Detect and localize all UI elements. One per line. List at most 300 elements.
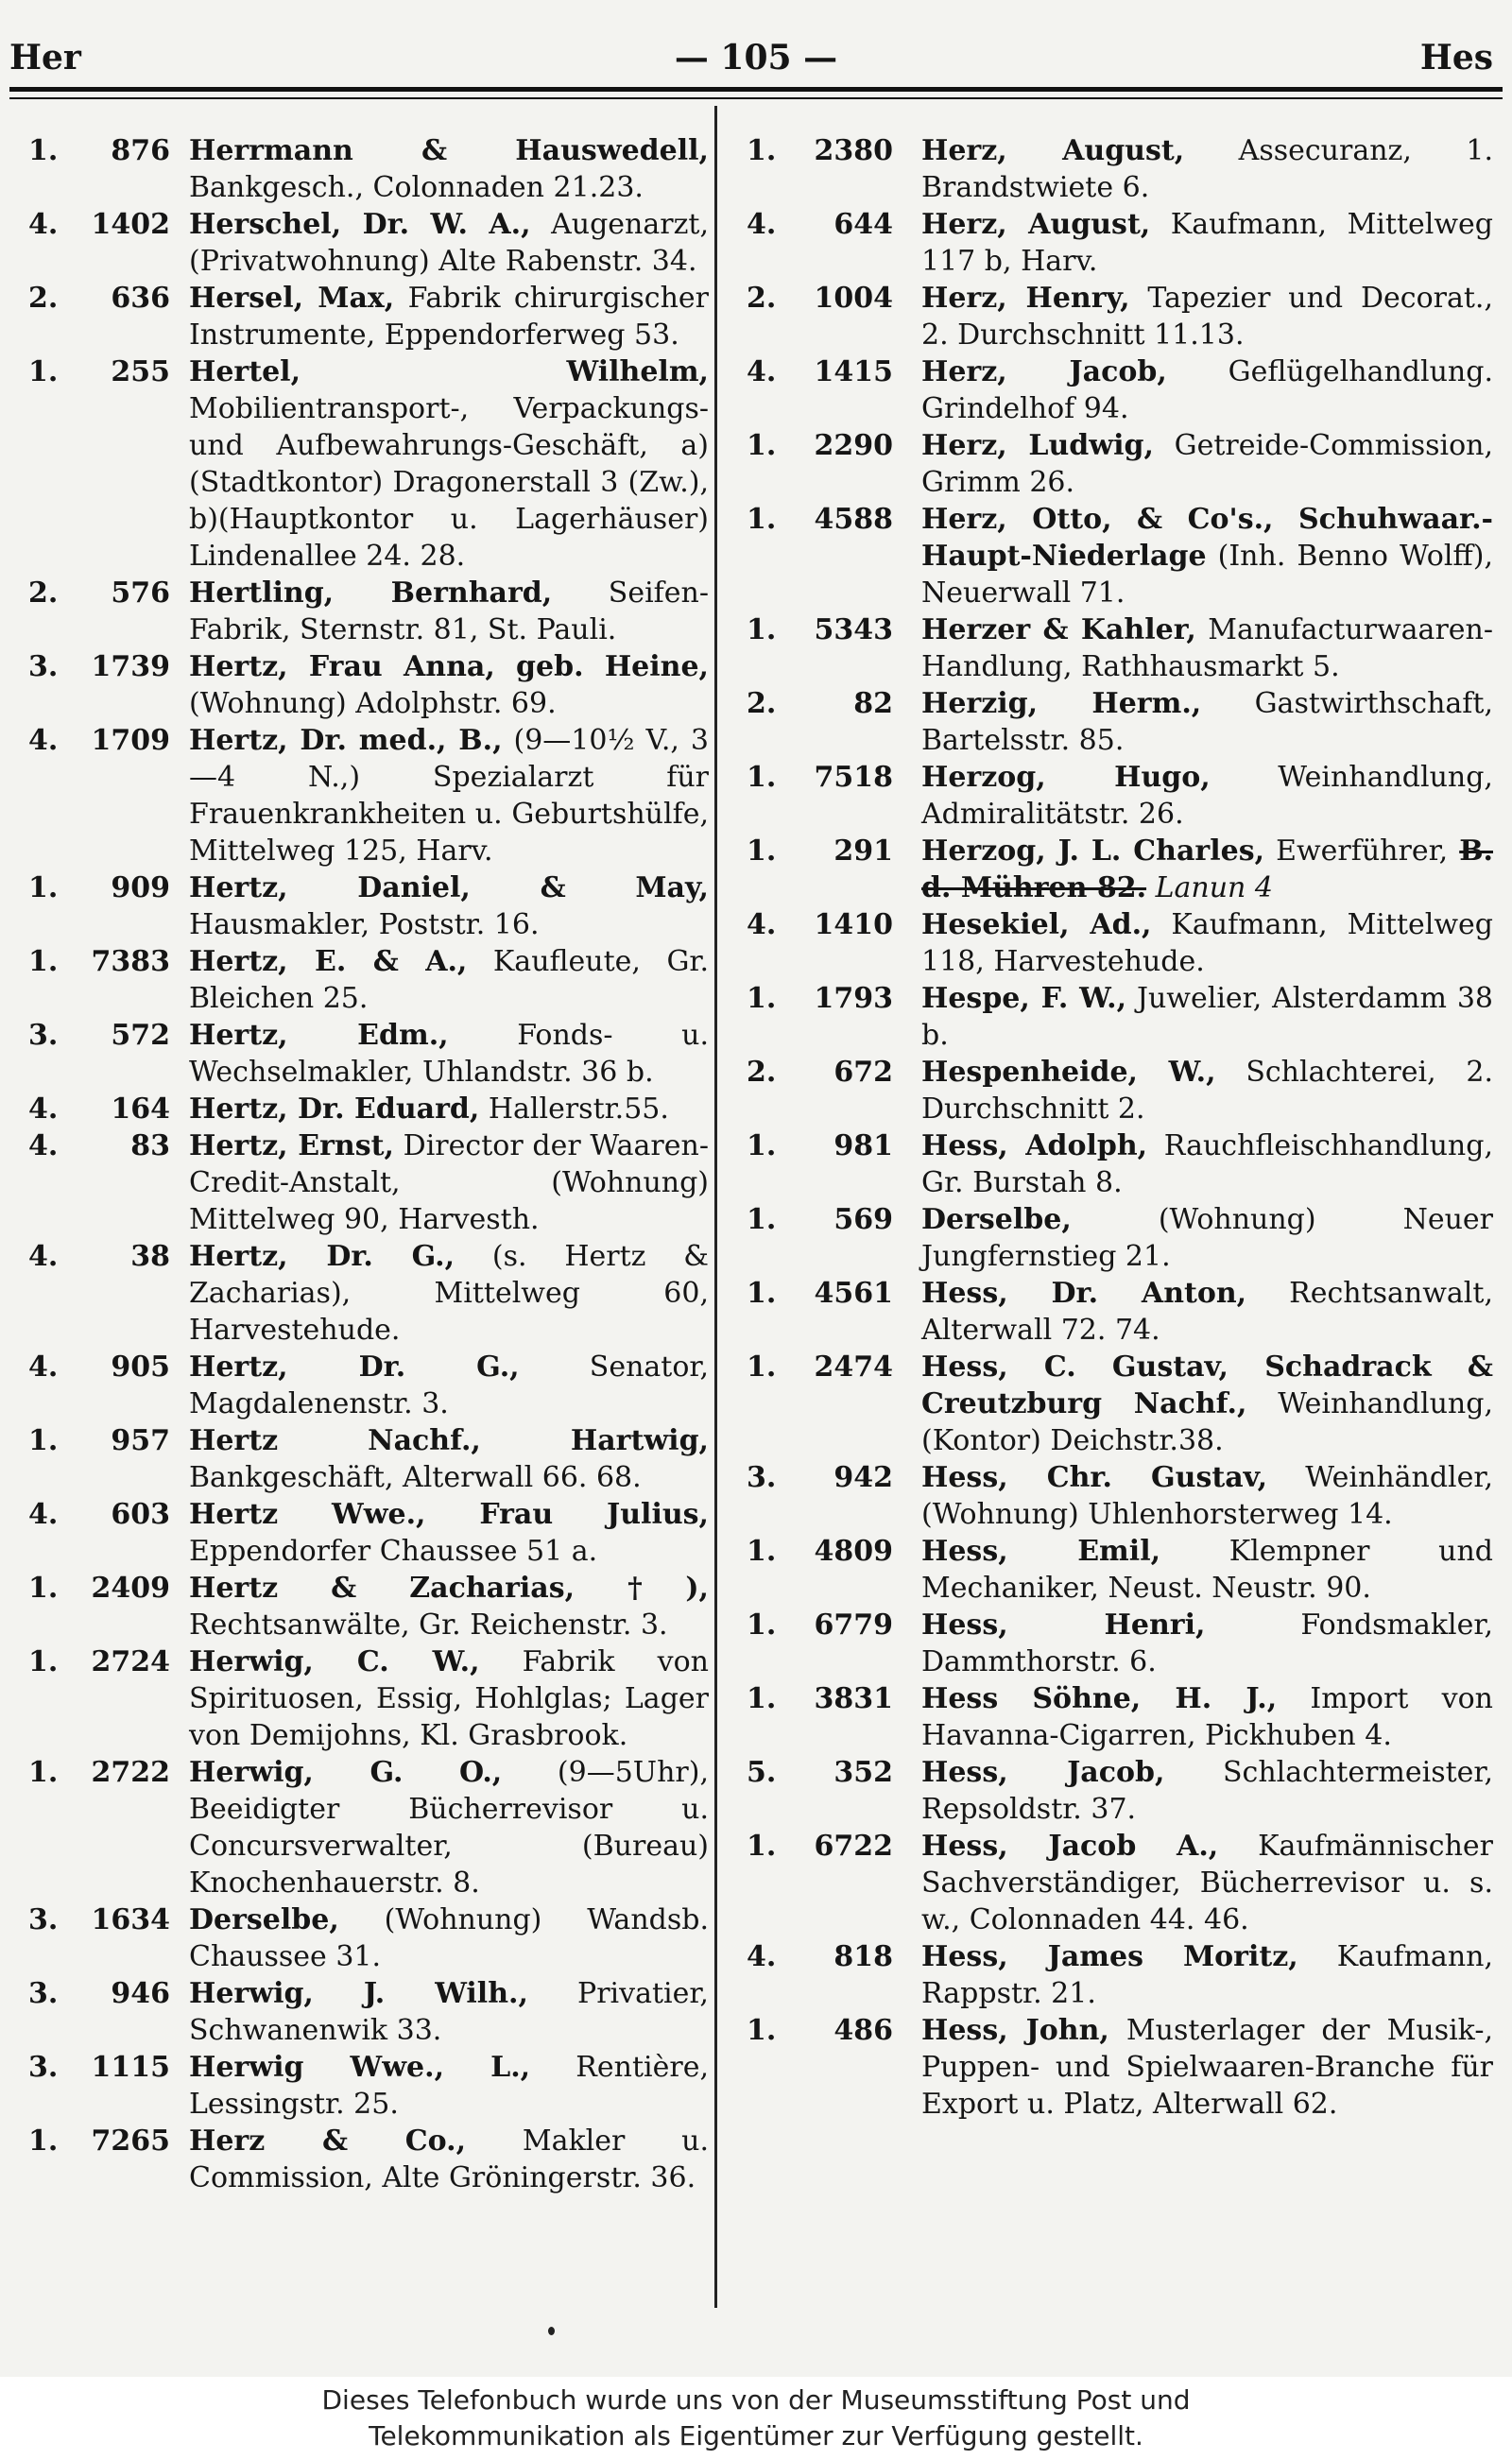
exchange-number: 4. — [747, 208, 777, 241]
directory-entry — [28, 1127, 709, 1238]
exchange-number: 4. — [747, 1940, 777, 1973]
entry-text — [921, 280, 1493, 353]
directory-entry — [28, 1754, 709, 1901]
entry-text — [921, 1127, 1493, 1201]
exchange-number: 4. — [28, 208, 59, 241]
directory-entry — [747, 833, 1493, 906]
running-head-left: Her — [9, 38, 81, 77]
entry-text — [189, 1643, 709, 1754]
entry-name: Hess, Chr. Gustav, — [921, 1461, 1268, 1494]
entry-text — [189, 869, 709, 943]
telephone-number: 38 — [130, 1240, 170, 1273]
entry-text — [189, 1238, 709, 1349]
entry-name: Hersel, Max, — [189, 282, 395, 315]
entry-details: Manufacturwaaren-Handlung, Rathhausmarkt 5. — [921, 613, 1493, 683]
column-divider — [714, 106, 717, 2308]
telephone-number: 946 — [111, 1977, 170, 2010]
entry-details: Juwelier, Alsterdamm 38 b. — [921, 982, 1493, 1052]
entry-name: Hespe, F. W., — [921, 982, 1127, 1015]
telephone-number: 636 — [111, 282, 170, 315]
telephone-number: 7518 — [814, 761, 893, 794]
entry-details: Kaufmännischer Sachverständiger, Bücherrevisor u. s. w., Colonnaden 44. 46. — [921, 1830, 1493, 1936]
directory-entry — [747, 980, 1493, 1054]
telephone-number: 576 — [111, 576, 170, 610]
directory-entry — [28, 943, 709, 1017]
entry-text — [921, 1054, 1493, 1127]
exchange-number: 1. — [747, 1277, 777, 1310]
exchange-number: 3. — [28, 650, 59, 683]
exchange-number: 3. — [28, 2051, 59, 2084]
header-rule-thin — [9, 97, 1503, 99]
exchange-number: 1. — [28, 945, 59, 978]
entry-text — [921, 980, 1493, 1054]
entry-details: Fondsmakler, Dammthorstr. 6. — [921, 1608, 1493, 1678]
exchange-number: 4. — [28, 1092, 59, 1126]
directory-entry — [28, 1017, 709, 1091]
entry-details: Weinhändler, (Wohnung) Uhlenhorsterweg 14. — [921, 1461, 1493, 1531]
exchange-number: 4. — [28, 724, 59, 757]
directory-entry — [747, 1607, 1493, 1680]
directory-entry — [28, 132, 709, 206]
directory-entry — [747, 427, 1493, 501]
entry-details: Weinhandlung,(Kontor) Deichstr.38. — [921, 1387, 1493, 1457]
directory-entry — [747, 1054, 1493, 1127]
entry-name: Hertz Wwe., Frau Julius, — [189, 1498, 709, 1531]
telephone-number: 2722 — [91, 1756, 170, 1789]
telephone-number: 1793 — [814, 982, 893, 1015]
entry-name: Hertz, Dr. Eduard, — [189, 1092, 480, 1126]
entry-details: Fabrik von Spirituosen, Essig, Hohlglas; Lager von Demijohns, Kl. Grasbrook. — [189, 1645, 709, 1752]
exchange-number: 4. — [28, 1498, 59, 1531]
directory-entry — [28, 1643, 709, 1754]
entry-details: Director der Waaren-Credit-Anstalt, (Wohnung) Mittelweg 90, Harvesth. — [189, 1129, 709, 1236]
exchange-number: 2. — [747, 1056, 777, 1089]
entry-text — [921, 1754, 1493, 1828]
entry-name: Herwig, G. O., — [189, 1756, 503, 1789]
exchange-number: 1. — [28, 871, 59, 904]
entry-text — [921, 906, 1493, 980]
entry-details: Rauchfleischhandlung, Gr. Burstah 8. — [921, 1129, 1493, 1199]
directory-entry — [28, 575, 709, 648]
telephone-number: 164 — [111, 1092, 170, 1126]
entry-details: Musterlager der Musik-, Puppen- und Spielwaaren-Branche für Export u. Platz, Alterwall 62. — [921, 2014, 1494, 2121]
directory-entry — [28, 2049, 709, 2123]
exchange-number: 1. — [747, 1129, 777, 1162]
entry-name: Herzer & Kahler, — [921, 613, 1196, 646]
exchange-number: 1. — [747, 429, 777, 462]
entry-details: Mobilientransport-, Verpackungs- und Aufbewahrungs-Geschäft, a) (Stadtkontor) Dragonerstall 3 (Zw.), b)(Hauptkontor u. Lagerhäuser) Lindenallee 24. 28. — [189, 392, 709, 573]
entry-name: Herzog, J. L. Charles, — [921, 834, 1265, 868]
entry-details: Hallerstr.55. — [488, 1092, 669, 1126]
telephone-number: 2474 — [814, 1350, 893, 1384]
entry-details: (s. Hertz & Zacharias), Mittelweg 60, Harvestehude. — [189, 1240, 709, 1347]
exchange-number: 1. — [747, 613, 777, 646]
telephone-number: 818 — [833, 1940, 893, 1973]
directory-entry — [28, 1975, 709, 2049]
entry-name: Hertz, Dr. G., — [189, 1240, 455, 1273]
directory-entry — [747, 501, 1493, 611]
exchange-number: 1. — [747, 1608, 777, 1642]
directory-entry — [747, 1275, 1493, 1349]
directory-entry — [747, 1680, 1493, 1754]
telephone-number: 1739 — [91, 650, 170, 683]
entry-text — [921, 1349, 1493, 1459]
entry-text — [921, 1938, 1493, 2012]
entry-name: Hertz Nachf., Hartwig, — [189, 1424, 709, 1457]
entry-details: Kaufmann, Rappstr. 21. — [921, 1940, 1493, 2010]
entry-details: Eppendorfer Chaussee 51 a. — [189, 1535, 598, 1568]
exchange-number: 1. — [28, 1424, 59, 1457]
exchange-number: 1. — [747, 503, 777, 536]
entry-text — [189, 722, 709, 869]
directory-entry — [747, 1828, 1493, 1938]
exchange-number: 1. — [747, 2014, 777, 2047]
exchange-number: 2. — [28, 282, 59, 315]
exchange-number: 1. — [747, 761, 777, 794]
entry-details: Kaufleute, Gr. Bleichen 25. — [189, 945, 709, 1015]
exchange-number: 1. — [747, 834, 777, 868]
entry-text — [189, 1975, 709, 2049]
telephone-number: 1709 — [91, 724, 170, 757]
directory-entry — [28, 1238, 709, 1349]
exchange-number: 1. — [28, 2125, 59, 2158]
entry-details: (Wohnung) Adolphstr. 69. — [189, 687, 557, 720]
entry-details: Fonds- u. Wechselmakler, Uhlandstr. 36 b. — [189, 1019, 709, 1089]
telephone-number: 2290 — [814, 429, 893, 462]
entry-name: Hess, C. Gustav, Schadrack & Creutzburg Nachf., — [921, 1350, 1493, 1420]
exchange-number: 2. — [747, 687, 777, 720]
exchange-number: 1. — [747, 1350, 777, 1384]
telephone-number: 4561 — [814, 1277, 893, 1310]
directory-entry — [28, 1496, 709, 1570]
entry-name: Hess, Henri, — [921, 1608, 1206, 1642]
exchange-number: 4. — [28, 1240, 59, 1273]
entry-details: Privatier, Schwanenwik 33. — [189, 1977, 709, 2047]
entry-name: Herz, Ludwig, — [921, 429, 1154, 462]
exchange-number: 3. — [28, 1903, 59, 1936]
telephone-number: 572 — [111, 1019, 170, 1052]
directory-entry — [747, 906, 1493, 980]
entry-name: Hertz, Edm., — [189, 1019, 449, 1052]
entry-name: Hess, Jacob, — [921, 1756, 1165, 1789]
telephone-number: 486 — [833, 2014, 893, 2047]
entry-text — [189, 1127, 709, 1238]
directory-entry — [747, 1349, 1493, 1459]
entry-details: Senator, Magdalenenstr. 3. — [189, 1350, 709, 1420]
entry-text — [189, 1422, 709, 1496]
entry-details: (Wohnung) Wandsb. Chaussee 31. — [189, 1903, 709, 1973]
directory-entry — [28, 206, 709, 280]
directory-entry — [747, 206, 1493, 280]
entry-text — [921, 353, 1493, 427]
exchange-number: 1. — [28, 134, 59, 167]
entry-details: (9—5Uhr), Beeidigter Bücherrevisor u. Concursverwalter, (Bureau) Knochenhauerstr. 8. — [189, 1756, 709, 1900]
exchange-number: 1. — [747, 1535, 777, 1568]
entry-name: Hess, Dr. Anton, — [921, 1277, 1247, 1310]
telephone-number: 4588 — [814, 503, 893, 536]
entry-text — [921, 1459, 1493, 1533]
telephone-number: 1634 — [91, 1903, 170, 1936]
exchange-number: 1. — [747, 1203, 777, 1236]
exchange-number: 4. — [747, 355, 777, 388]
exchange-number: 4. — [28, 1129, 59, 1162]
entry-details: Kaufmann, Mittelweg 117 b, Harv. — [921, 208, 1493, 278]
entry-text — [189, 1754, 709, 1901]
entry-name: Hess, James Moritz, — [921, 1940, 1298, 1973]
exchange-number: 1. — [28, 1756, 59, 1789]
entry-details: Getreide-Commission, Grimm 26. — [921, 429, 1493, 499]
entry-name: Herz, Jacob, — [921, 355, 1167, 388]
exchange-number: 1. — [747, 1682, 777, 1715]
directory-entry — [28, 869, 709, 943]
directory-entry — [747, 1201, 1493, 1275]
entry-details: Klempner und Mechaniker, Neust. Neustr. 90. — [921, 1535, 1493, 1605]
exchange-number: 1. — [747, 982, 777, 1015]
telephone-number: 905 — [111, 1350, 170, 1384]
entry-text — [921, 427, 1493, 501]
directory-entry — [747, 759, 1493, 833]
telephone-number: 1402 — [91, 208, 170, 241]
directory-entry — [747, 353, 1493, 427]
entry-name: Herrmann & Hauswedell, — [189, 134, 709, 167]
entry-details: Tapezier und Decorat., 2. Durchschnitt 11.13. — [921, 282, 1494, 352]
entry-details: Seifen-Fabrik, Sternstr. 81, St. Pauli. — [189, 576, 709, 646]
page-number: — 105 — — [674, 38, 838, 77]
entry-name: Derselbe, — [921, 1203, 1072, 1236]
directory-entry — [747, 1459, 1493, 1533]
entry-text — [189, 1570, 709, 1643]
exchange-number: 4. — [747, 908, 777, 941]
telephone-number: 3831 — [814, 1682, 893, 1715]
telephone-number: 6779 — [814, 1608, 893, 1642]
entry-name: Hertz & Zacharias, †), — [189, 1572, 709, 1605]
entry-text — [921, 611, 1493, 685]
telephone-number: 7265 — [91, 2125, 170, 2158]
entry-name: Herwig, J. Wilh., — [189, 1977, 528, 2010]
entry-details: Gastwirthschaft, Bartelsstr. 85. — [921, 687, 1493, 757]
entry-details: Rentière, Lessingstr. 25. — [189, 2051, 709, 2121]
running-head-right: Hes — [1419, 38, 1493, 77]
directory-entry — [28, 1570, 709, 1643]
telephone-number: 644 — [833, 208, 893, 241]
telephone-number: 672 — [833, 1056, 893, 1089]
footer-line-1: Dieses Telefonbuch wurde uns von der Museumsstiftung Post und — [321, 2384, 1191, 2416]
entry-text — [921, 1201, 1493, 1275]
entry-details: Augenarzt, (Privatwohnung) Alte Rabenstr. 34. — [189, 208, 709, 278]
entry-text — [189, 1091, 709, 1127]
entry-name: Herz, August, — [921, 208, 1151, 241]
entry-text — [189, 2049, 709, 2123]
telephone-number: 2724 — [91, 1645, 170, 1678]
telephone-number: 5343 — [814, 613, 893, 646]
exchange-number: 1. — [28, 355, 59, 388]
entry-name: Herzig, Herm., — [921, 687, 1202, 720]
entry-name: Herz, August, — [921, 134, 1185, 167]
telephone-number: 291 — [833, 834, 893, 868]
directory-entry — [747, 1127, 1493, 1201]
left-column — [28, 132, 709, 2196]
directory-entry — [747, 685, 1493, 759]
ink-dot — [548, 2327, 555, 2335]
exchange-number: 3. — [747, 1461, 777, 1494]
directory-entry — [28, 1901, 709, 1975]
directory-entry — [28, 2123, 709, 2196]
telephone-number: 569 — [833, 1203, 893, 1236]
entry-name: Herwig, C. W., — [189, 1645, 480, 1678]
header-rule-thick — [9, 87, 1503, 92]
entry-text — [189, 575, 709, 648]
exchange-number: 1. — [747, 1830, 777, 1863]
telephone-number: 876 — [111, 134, 170, 167]
struck-address: B. d. Mühren 82. — [921, 834, 1493, 904]
telephone-number: 7383 — [91, 945, 170, 978]
entry-details: Fabrik chirurgischer Instrumente, Eppendorferweg 53. — [189, 282, 709, 352]
entry-name: Hertling, Bernhard, — [189, 576, 553, 610]
directory-entry — [747, 2012, 1493, 2123]
entry-text — [921, 759, 1493, 833]
entry-details: Rechtsanwalt, Alterwall 72. 74. — [921, 1277, 1493, 1347]
footer-notice — [0, 2377, 1512, 2460]
entry-text — [921, 1533, 1493, 1607]
telephone-number: 352 — [833, 1756, 893, 1789]
telephone-number: 942 — [833, 1461, 893, 1494]
exchange-number: 1. — [28, 1572, 59, 1605]
entry-text — [921, 685, 1493, 759]
handwritten-correction: Lanun 4 — [1155, 871, 1273, 904]
entry-details: (Inh. Benno Wolff), Neuerwall 71. — [921, 540, 1493, 610]
directory-entry — [28, 1091, 709, 1127]
footer-line-2: Telekommunikation als Eigentümer zur Verfügung gestellt. — [369, 2420, 1143, 2451]
exchange-number: 2. — [28, 576, 59, 610]
entry-details: Ewerführer, — [1276, 834, 1449, 868]
entry-text — [189, 280, 709, 353]
exchange-number: 3. — [28, 1019, 59, 1052]
entry-details: (9—10½ V., 3—4 N.,) Spezialarzt für Frauenkrankheiten u. Geburtshülfe, Mittelweg 125, Harv. — [189, 724, 709, 868]
telephone-number: 83 — [130, 1129, 170, 1162]
directory-entry — [747, 132, 1493, 206]
telephone-number: 4809 — [814, 1535, 893, 1568]
entry-details: Schlachtermeister, Repsoldstr. 37. — [921, 1756, 1493, 1826]
entry-details: Import von Havanna-Cigarren, Pickhuben 4. — [921, 1682, 1493, 1752]
directory-entry — [28, 353, 709, 575]
exchange-number: 5. — [747, 1756, 777, 1789]
entry-name: Hertz, Dr. med., B., — [189, 724, 503, 757]
entry-name: Herzog, Hugo, — [921, 761, 1211, 794]
entry-text — [189, 206, 709, 280]
entry-details: Assecuranz, 1. Brandstwiete 6. — [921, 134, 1493, 204]
telephone-number: 1004 — [814, 282, 893, 315]
entry-text — [189, 132, 709, 206]
entry-name: Herwig Wwe., L., — [189, 2051, 531, 2084]
entry-name: Hertz, Daniel, & May, — [189, 871, 709, 904]
entry-name: Herz, Otto, & Co's., Schuhwaar.-Haupt-Niederlage — [921, 503, 1493, 573]
exchange-number: 3. — [28, 1977, 59, 2010]
entry-details: Schlachterei, 2. Durchschnitt 2. — [921, 1056, 1493, 1126]
telephone-number: 1115 — [91, 2051, 170, 2084]
entry-name: Hess, Emil, — [921, 1535, 1161, 1568]
entry-name: Hespenheide, W., — [921, 1056, 1216, 1089]
entry-text — [921, 1275, 1493, 1349]
entry-name: Herz, Henry, — [921, 282, 1130, 315]
entry-text — [189, 1349, 709, 1422]
entry-name: Hesekiel, Ad., — [921, 908, 1152, 941]
entry-details: (Wohnung) Neuer Jungfernstieg 21. — [921, 1203, 1493, 1273]
entry-text — [921, 833, 1493, 906]
telephone-number: 603 — [111, 1498, 170, 1531]
telephone-number: 981 — [833, 1129, 893, 1162]
entry-name: Hess, John, — [921, 2014, 1109, 2047]
exchange-number: 1. — [747, 134, 777, 167]
directory-entry — [28, 1349, 709, 1422]
entry-details: Rechtsanwälte, Gr. Reichenstr. 3. — [189, 1608, 668, 1642]
entry-details: Hausmakler, Poststr. 16. — [189, 908, 540, 941]
exchange-number: 4. — [28, 1350, 59, 1384]
directory-entry — [747, 1533, 1493, 1607]
entry-text — [189, 1901, 709, 1975]
entry-name: Hertel, Wilhelm, — [189, 355, 709, 388]
entry-text — [921, 132, 1493, 206]
telephone-number: 6722 — [814, 1830, 893, 1863]
entry-name: Hertz, Ernst, — [189, 1129, 394, 1162]
entry-name: Herschel, Dr. W. A., — [189, 208, 531, 241]
entry-details: Weinhandlung, Admiralitätstr. 26. — [921, 761, 1493, 831]
telephone-number: 2380 — [814, 134, 893, 167]
entry-name: Hertz, Frau Anna, geb. Heine, — [189, 650, 709, 683]
entry-name: Hertz, E. & A., — [189, 945, 468, 978]
directory-entry — [28, 280, 709, 353]
entry-text — [189, 353, 709, 575]
entry-text — [189, 943, 709, 1017]
telephone-number: 1415 — [814, 355, 893, 388]
telephone-number: 82 — [853, 687, 893, 720]
right-column — [747, 132, 1493, 2123]
entry-text — [189, 2123, 709, 2196]
entry-name: Derselbe, — [189, 1903, 339, 1936]
entry-name: Herz & Co., — [189, 2125, 467, 2158]
entry-text — [921, 206, 1493, 280]
telephone-number: 1410 — [814, 908, 893, 941]
entry-name: Hess, Adolph, — [921, 1129, 1148, 1162]
directory-entry — [28, 1422, 709, 1496]
entry-text — [189, 1017, 709, 1091]
telephone-number: 909 — [111, 871, 170, 904]
entry-details: Geflügelhandlung. Grindelhof 94. — [921, 355, 1493, 425]
entry-name: Hertz, Dr. G., — [189, 1350, 520, 1384]
entry-text — [921, 1680, 1493, 1754]
telephone-number: 2409 — [91, 1572, 170, 1605]
entry-text — [189, 1496, 709, 1570]
directory-entry — [28, 648, 709, 722]
entry-details: Bankgesch., Colonnaden 21.23. — [189, 171, 644, 204]
entry-text — [921, 1828, 1493, 1938]
telephone-number: 957 — [111, 1424, 170, 1457]
directory-entry — [747, 1938, 1493, 2012]
entry-details: Makler u. Commission, Alte Gröningerstr. 36. — [189, 2125, 709, 2194]
exchange-number: 1. — [28, 1645, 59, 1678]
exchange-number: 2. — [747, 282, 777, 315]
entry-text — [921, 1607, 1493, 1680]
entry-text — [921, 501, 1493, 611]
entry-text — [921, 2012, 1493, 2123]
entry-text — [189, 648, 709, 722]
directory-entry — [747, 611, 1493, 685]
entry-details: Bankgeschäft, Alterwall 66. 68. — [189, 1461, 642, 1494]
directory-entry — [747, 280, 1493, 353]
entry-name: Hess, Jacob A., — [921, 1830, 1219, 1863]
entry-name: Hess Söhne, H. J., — [921, 1682, 1278, 1715]
directory-entry — [28, 722, 709, 869]
entry-details: Kaufmann, Mittelweg 118, Harvestehude. — [921, 908, 1493, 978]
